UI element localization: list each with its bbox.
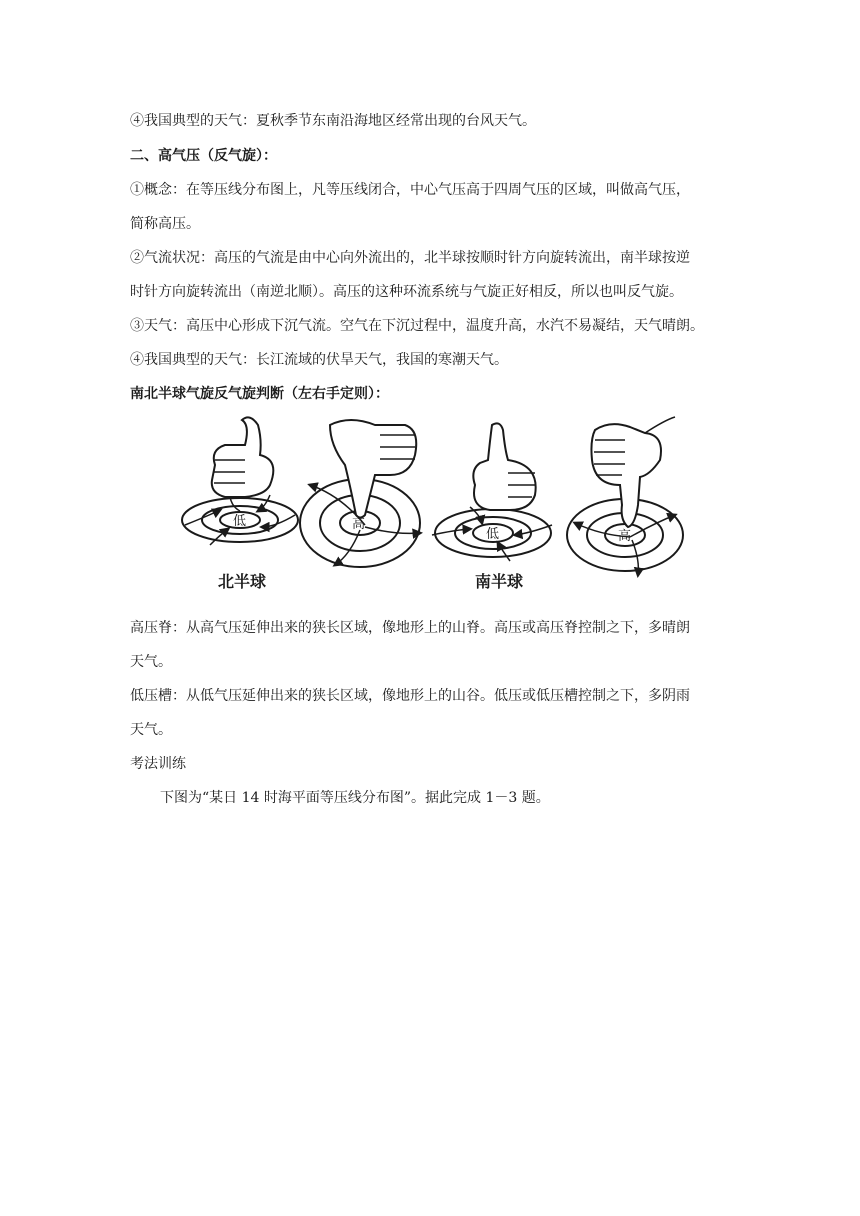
ridge-line-1: 高压脊：从高气压延伸出来的狭长区域，像地形上的山脊。高压或高压脊控制之下，多晴朗 xyxy=(130,620,690,636)
trough-line-1: 低压槽：从低气压延伸出来的狭长区域，像地形上的山谷。低压或低压槽控制之下，多阴雨 xyxy=(130,688,690,704)
label-high-2: 高 xyxy=(618,529,632,544)
airflow-line-2: 时针方向旋转流出（南逆北顺）。高压的这种环流系统与气旋正好相反，所以也叫反气旋。 xyxy=(130,284,683,300)
hand-rule-figure xyxy=(170,415,700,600)
typhoon-weather-line: ④我国典型的天气：夏秋季节东南沿海地区经常出现的台风天气。 xyxy=(130,113,536,129)
concept-line-2: 简称高压。 xyxy=(130,216,200,232)
label-northern-hemisphere: 北半球 xyxy=(218,572,267,591)
hand-rule-heading: 南北半球气旋反气旋判断（左右手定则）： xyxy=(130,386,389,402)
label-low-2: 低 xyxy=(486,527,500,542)
trough-line-2: 天气。 xyxy=(130,722,172,738)
typical-weather-line: ④我国典型的天气：长江流域的伏旱天气，我国的寒潮天气。 xyxy=(130,352,508,368)
weather-line: ③天气：高压中心形成下沉气流。空气在下沉过程中，温度升高，水汽不易凝结，天气晴朗。 xyxy=(130,318,704,334)
northern-high-diagram xyxy=(300,420,420,567)
label-low-1: 低 xyxy=(233,514,247,529)
southern-high-diagram xyxy=(567,417,683,575)
label-high-1: 高 xyxy=(352,517,366,532)
concept-line-1: ①概念：在等压线分布图上，凡等压线闭合，中心气压高于四周气压的区域，叫做高气压， xyxy=(130,182,690,198)
question-intro: 下图为“某日 14 时海平面等压线分布图”。据此完成 1－3 题。 xyxy=(160,790,550,806)
section-heading-high-pressure: 二、高气压（反气旋）： xyxy=(130,148,277,164)
label-southern-hemisphere: 南半球 xyxy=(475,572,524,591)
practice-heading: 考法训练 xyxy=(130,756,186,772)
airflow-line-1: ②气流状况：高压的气流是由中心向外流出的，北半球按顺时针方向旋转流出，南半球按逆 xyxy=(130,250,690,266)
ridge-line-2: 天气。 xyxy=(130,654,172,670)
